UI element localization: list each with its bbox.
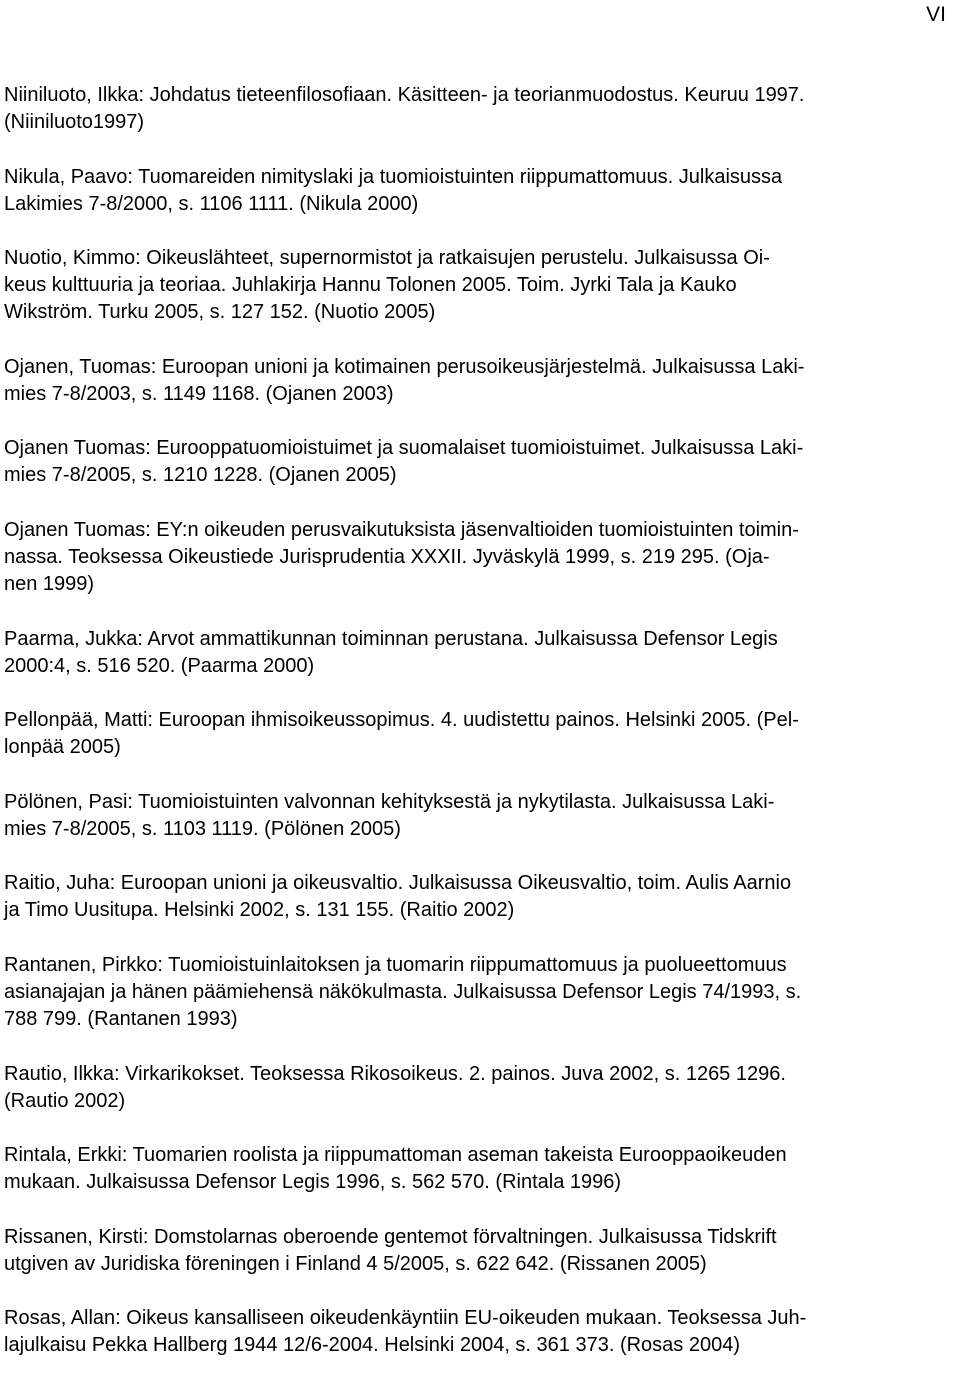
entry-line: Nuotio, Kimmo: Oikeuslähteet, supernormistot ja ratkaisujen perustelu. Julkaisussa Oi- bbox=[4, 247, 770, 270]
entry-line: Niiniluoto, Ilkka: Johdatus tieteenfilosofiaan. Käsitteen- ja teorianmuodostus. Keuruu 1997. bbox=[4, 84, 805, 106]
entry-line: Lakimies 7-8/2000, s. 1106 1111. (Nikula 2000) bbox=[4, 192, 419, 215]
bibliography-entry bbox=[4, 245, 944, 326]
bibliography-entry bbox=[4, 164, 944, 218]
bibliography-entry bbox=[4, 870, 944, 924]
entry-line: 788 799. (Rantanen 1993) bbox=[4, 1007, 238, 1030]
entry-line: Raitio, Juha: Euroopan unioni ja oikeusvaltio. Julkaisussa Oikeusvaltio, toim. Aulis Aarnio bbox=[4, 872, 792, 895]
entry-line: mies 7-8/2005, s. 1103 1119. (Pölönen 2005) bbox=[4, 817, 401, 840]
bibliography-entry bbox=[4, 1061, 944, 1115]
entry-line: nen 1999) bbox=[4, 572, 95, 595]
bibliography-entry bbox=[4, 82, 944, 136]
entry-line: Wikström. Turku 2005, s. 127 152. (Nuotio 2005) bbox=[4, 301, 436, 324]
entry-line: lajulkaisu Pekka Hallberg 1944 12/6-2004. Helsinki 2004, s. 361 373. (Rosas 2004) bbox=[4, 1334, 741, 1357]
entry-line: (Niiniluoto1997) bbox=[4, 111, 145, 133]
entry-line: Paarma, Jukka: Arvot ammattikunnan toiminnan perustana. Julkaisussa Defensor Legis bbox=[4, 627, 778, 650]
bibliography-list bbox=[4, 82, 944, 1387]
entry-line: (Rautio 2002) bbox=[4, 1089, 126, 1112]
entry-line: keus kulttuuria ja teoriaa. Juhlakirja Hannu Tolonen 2005. Toim. Jyrki Tala ja Kauko bbox=[4, 274, 737, 297]
entry-line: Rantanen, Pirkko: Tuomioistuinlaitoksen ja tuomarin riippumattomuus ja puolueettomuus bbox=[4, 953, 787, 976]
bibliography-entry bbox=[4, 789, 944, 843]
bibliography-entry bbox=[4, 1224, 944, 1278]
entry-line: utgiven av Juridiska föreningen i Finland 4 5/2005, s. 622 642. (Rissanen 2005) bbox=[4, 1252, 707, 1275]
bibliography-entry bbox=[4, 626, 944, 680]
entry-line: mukaan. Julkaisussa Defensor Legis 1996, s. 562 570. (Rintala 1996) bbox=[4, 1171, 622, 1194]
entry-line: Nikula, Paavo: Tuomareiden nimityslaki ja tuomioistuinten riippumattomuus. Julkaisussa bbox=[4, 165, 783, 188]
entry-line: Rissanen, Kirsti: Domstolarnas oberoende gentemot förvaltningen. Julkaisussa Tidskrift bbox=[4, 1225, 777, 1248]
bibliography-entry bbox=[4, 517, 944, 598]
bibliography-entry bbox=[4, 1142, 944, 1196]
entry-line: mies 7-8/2005, s. 1210 1228. (Ojanen 2005) bbox=[4, 464, 397, 487]
entry-line: lonpää 2005) bbox=[4, 736, 121, 759]
bibliography-entry bbox=[4, 952, 944, 1033]
entry-line: Rautio, Ilkka: Virkarikokset. Teoksessa Rikosoikeus. 2. painos. Juva 2002, s. 1265 1296. bbox=[4, 1062, 786, 1085]
entry-line: nassa. Teoksessa Oikeustiede Jurisprudentia XXXII. Jyväskylä 1999, s. 219 295. (Oja- bbox=[4, 545, 770, 568]
entry-line: mies 7-8/2003, s. 1149 1168. (Ojanen 2003) bbox=[4, 382, 394, 405]
entry-line: ja Timo Uusitupa. Helsinki 2002, s. 131 155. (Raitio 2002) bbox=[4, 899, 515, 922]
entry-line: Ojanen Tuomas: Eurooppatuomioistuimet ja suomalaiset tuomioistuimet. Julkaisussa Laki- bbox=[4, 437, 804, 460]
bibliography-entry bbox=[4, 707, 944, 761]
entry-line: Ojanen Tuomas: EY:n oikeuden perusvaikutuksista jäsenvaltioiden tuomioistuinten toimin- bbox=[4, 518, 799, 541]
bibliography-entry bbox=[4, 1305, 944, 1359]
entry-line: asianajajan ja hänen päämiehensä näkökulmasta. Julkaisussa Defensor Legis 74/1993, s. bbox=[4, 980, 802, 1003]
page-number: VI bbox=[926, 3, 946, 26]
entry-line: Rintala, Erkki: Tuomarien roolista ja riippumattoman aseman takeista Eurooppaoikeuden bbox=[4, 1144, 787, 1167]
entry-line: Pellonpää, Matti: Euroopan ihmisoikeussopimus. 4. uudistettu painos. Helsinki 2005. (Pel- bbox=[4, 709, 799, 732]
entry-line: Rosas, Allan: Oikeus kansalliseen oikeudenkäyntiin EU-oikeuden mukaan. Teoksessa Juh- bbox=[4, 1307, 807, 1330]
entry-line: 2000:4, s. 516 520. (Paarma 2000) bbox=[4, 654, 315, 677]
entry-line: Ojanen, Tuomas: Euroopan unioni ja kotimainen perusoikeusjärjestelmä. Julkaisussa Laki- bbox=[4, 355, 805, 378]
bibliography-entry bbox=[4, 354, 944, 408]
entry-line: Pölönen, Pasi: Tuomioistuinten valvonnan kehityksestä ja nykytilasta. Julkaisussa Laki- bbox=[4, 790, 775, 813]
bibliography-entry bbox=[4, 435, 944, 489]
